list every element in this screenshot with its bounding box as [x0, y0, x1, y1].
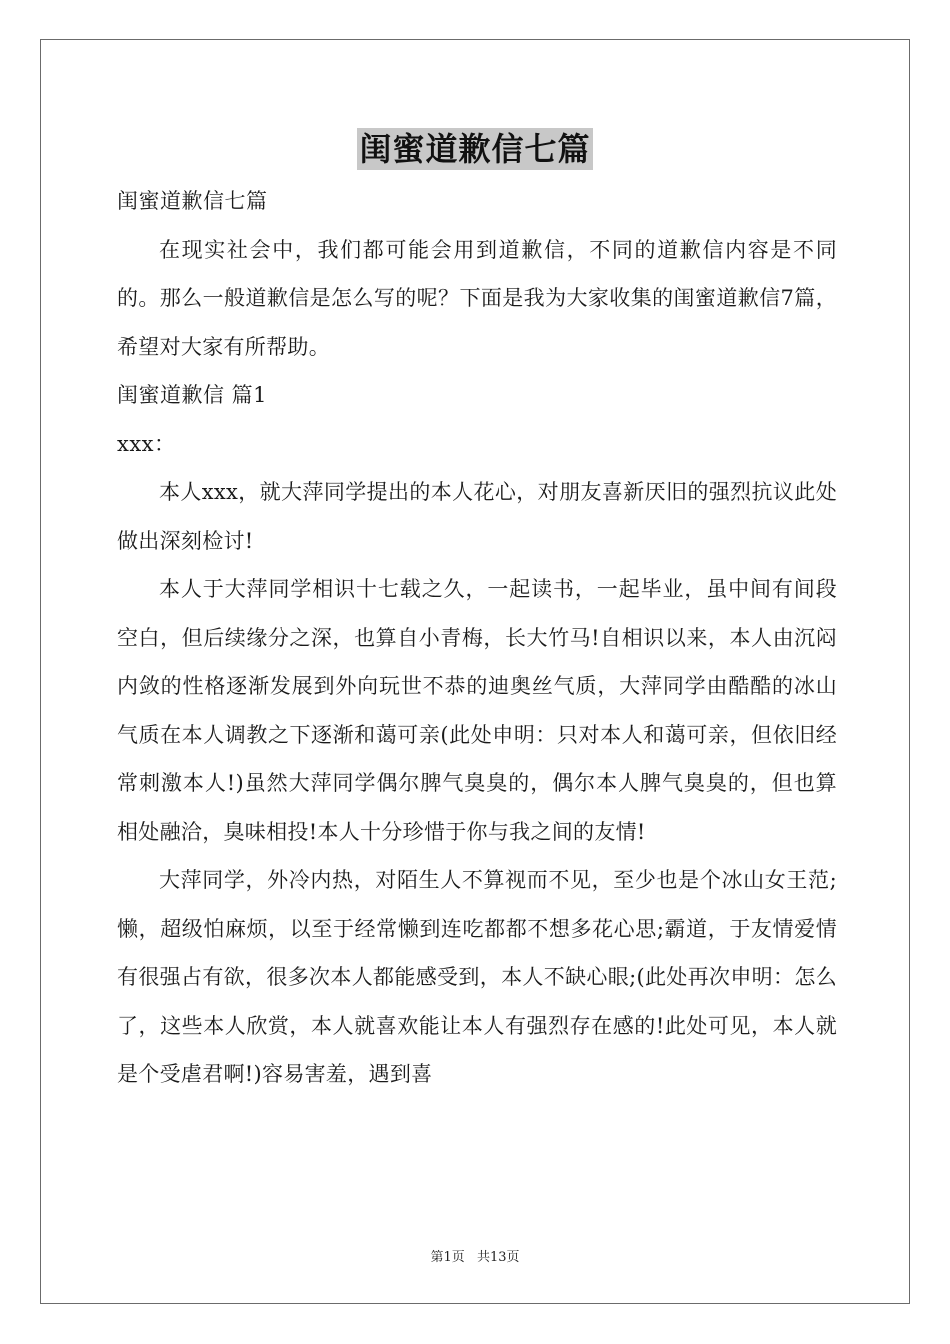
page-number: 第1页 [430, 1250, 465, 1265]
document-title: 闺蜜道歉信七篇 [359, 130, 591, 168]
intro-paragraph: 在现实社会中，我们都可能会用到道歉信，不同的道歉信内容是不同的。那么一般道歉信是怎么写的呢？下面是我为大家收集的闺蜜道歉信7篇，希望对大家有所帮助。 [117, 237, 837, 359]
title-container [0, 128, 950, 170]
body-paragraph: 本人xxx，就大萍同学提出的本人花心，对朋友喜新厌旧的强烈抗议此处做出深刻检讨! [117, 480, 837, 553]
page-total: 共13页 [476, 1250, 520, 1265]
section-heading: 闺蜜道歉信 篇1 [117, 383, 268, 407]
document-body [117, 177, 837, 1099]
body-paragraph: 本人于大萍同学相识十七载之久，一起读书，一起毕业，虽中间有间段空白，但后续缘分之深，也算自小青梅，长大竹马!自相识以来，本人由沉闷内敛的性格逐渐发展到外向玩世不恭的迪奥丝气质，大萍同学由酷酷的冰山气质在本人调教之下逐渐和蔼可亲(此处申明：只对本人和蔼可亲，但依旧经常刺激本人!)虽然大萍同学偶尔脾气臭臭的，偶尔本人脾气臭臭的，但也算相处融洽，臭味相投!本人十分珍惜于你与我之间的友情! [117, 577, 837, 844]
subtitle: 闺蜜道歉信七篇 [117, 189, 268, 213]
page-footer [0, 1246, 950, 1265]
salutation: xxx： [117, 431, 176, 456]
body-paragraph: 大萍同学，外冷内热，对陌生人不算视而不见，至少也是个冰山女王范;懒，超级怕麻烦，以至于经常懒到连吃都都不想多花心思;霸道，于友情爱情有很强占有欲，很多次本人都能感受到，本人不缺心眼;(此处再次申明：怎么了，这些本人欣赏，本人就喜欢能让本人有强烈存在感的!此处可见，本人就是个受虐君啊!)容易害羞，遇到喜 [117, 868, 837, 1086]
